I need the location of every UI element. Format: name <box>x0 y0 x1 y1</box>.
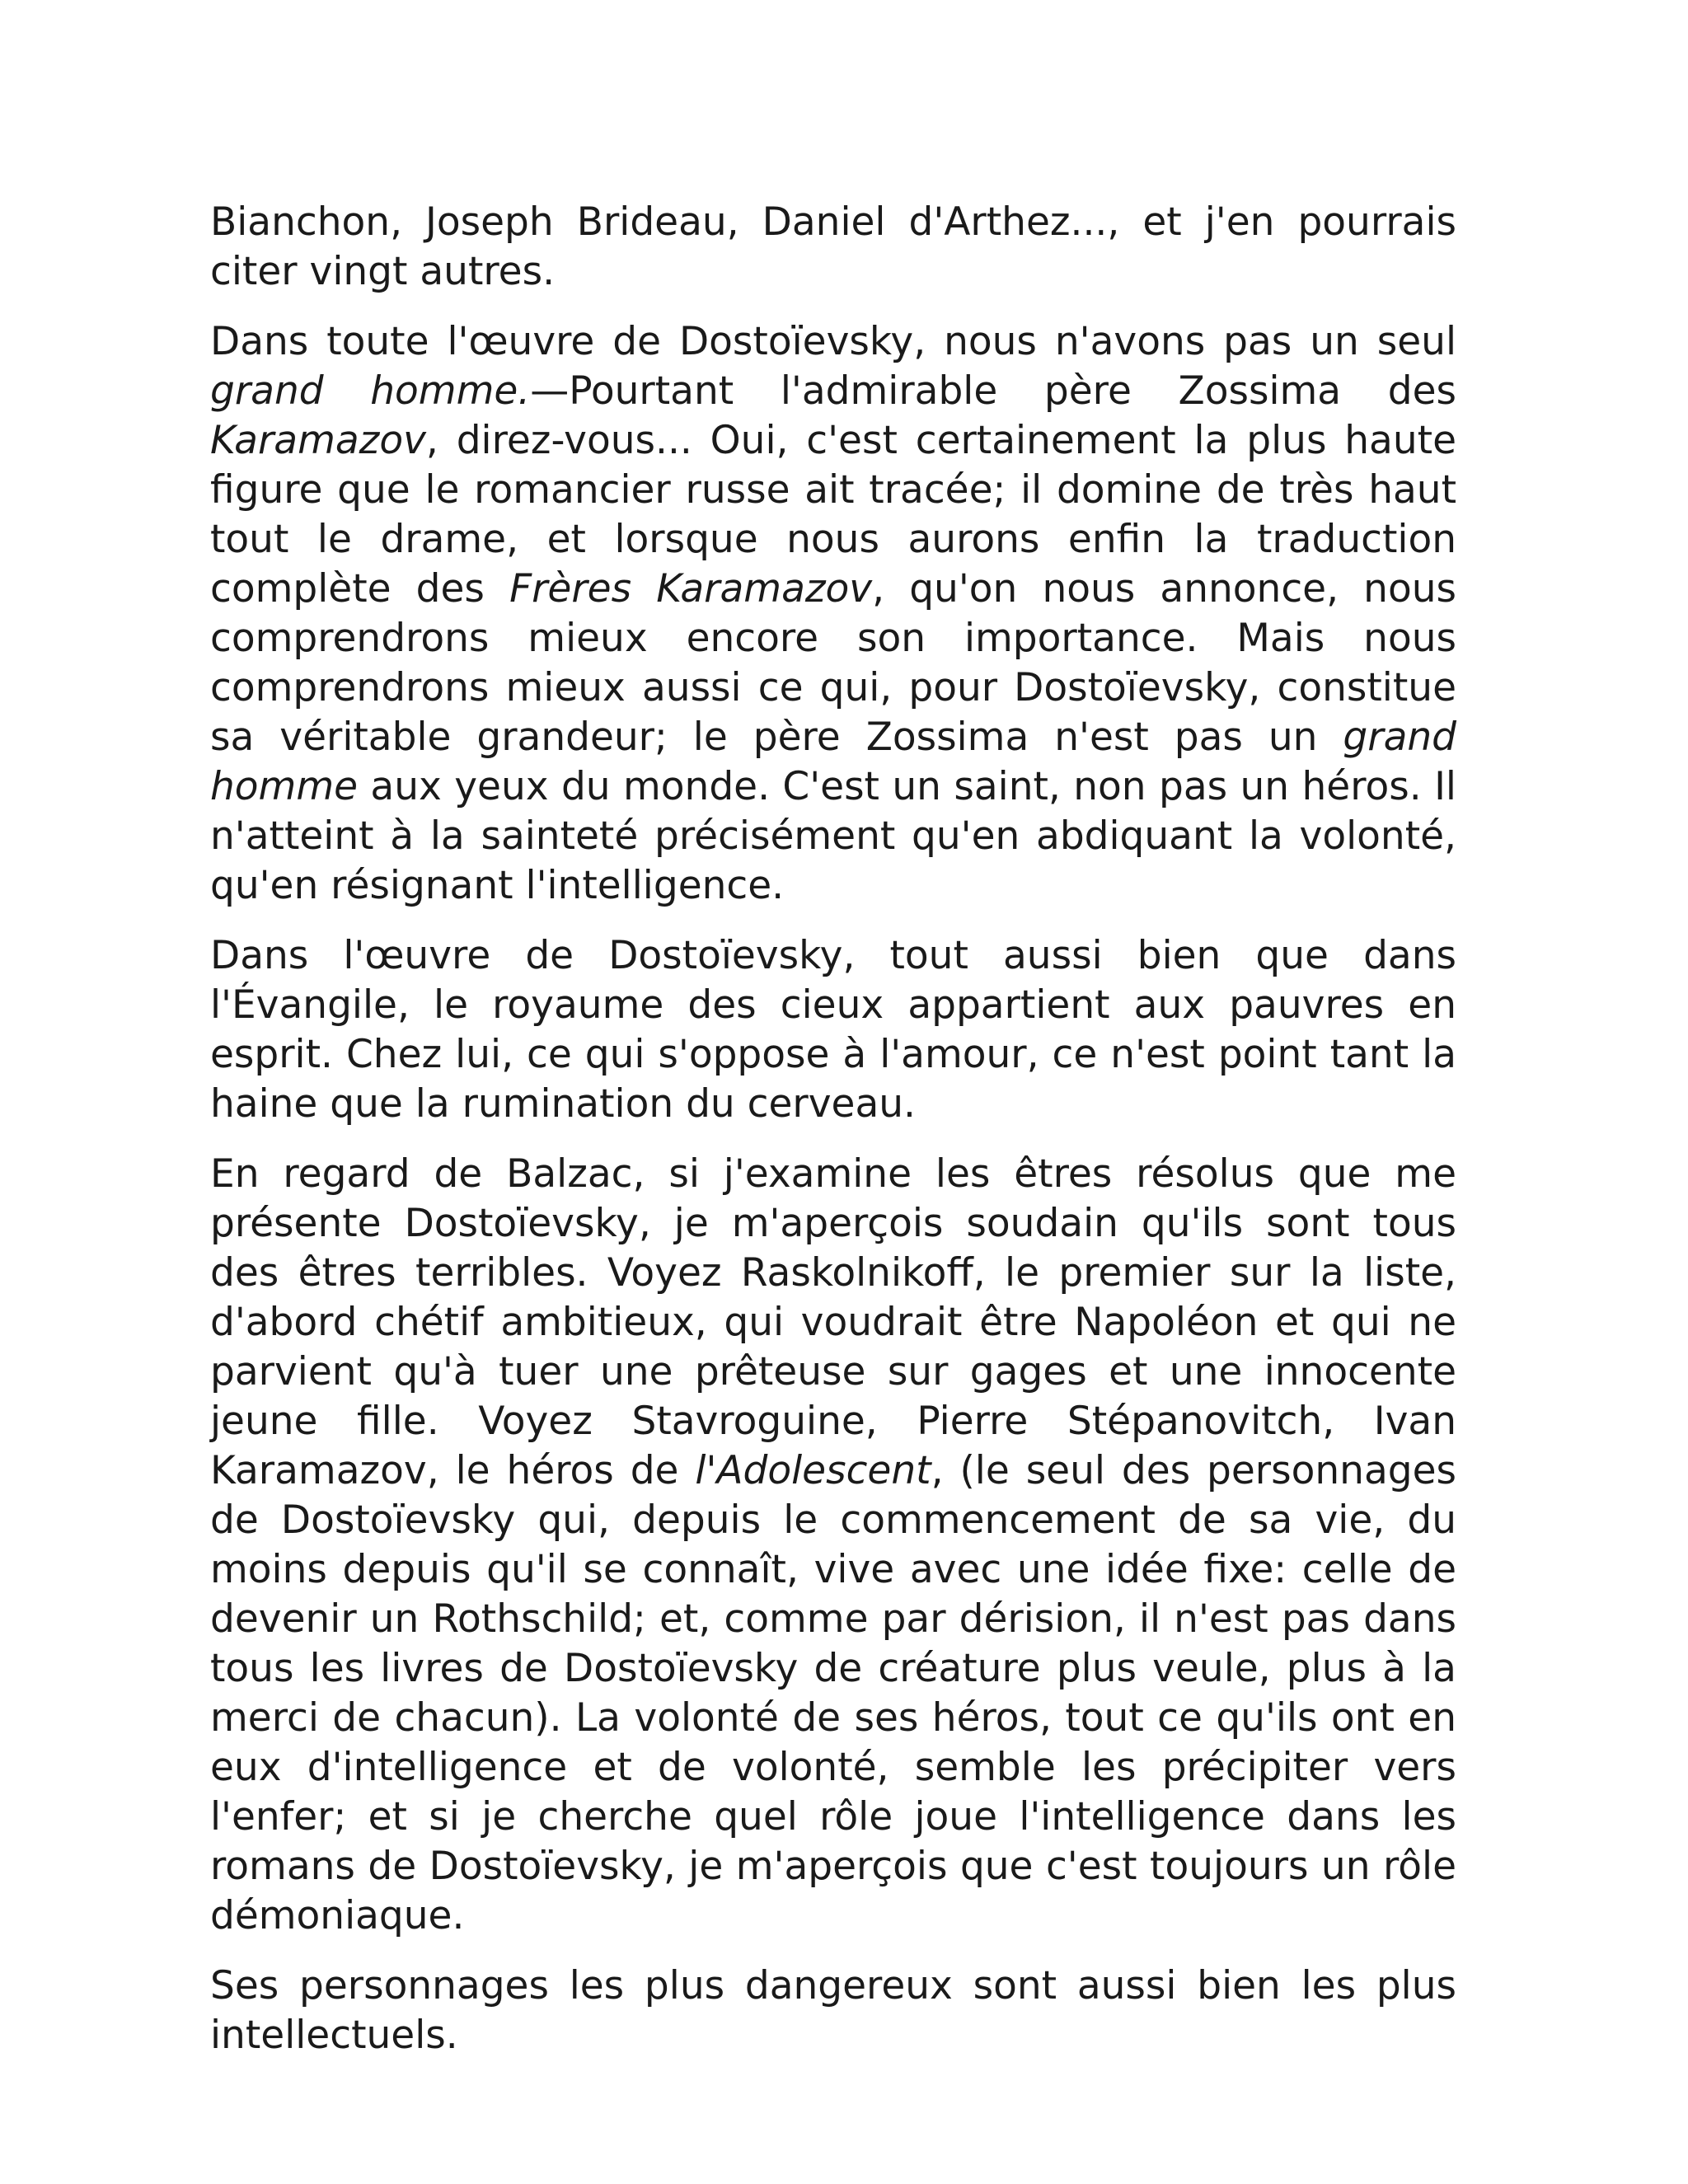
italic-text-run: l'Adolescent <box>695 1448 931 1493</box>
text-run: Dans toute l'œuvre de Dostoïevsky, nous n'avons pas un seul <box>210 319 1456 364</box>
text-run: —Pourtant l'admirable père Zossima des <box>530 368 1456 414</box>
text-run: En regard de Balzac, si j'examine les êtres résolus que me présente Dostoïevsky, je m'aperçois soudain qu'ils sont tous des êtres terribles. Voyez Raskolnikoff, le premier sur la liste, d'abord chétif ambitieux, qui voudrait être Napoléon et qui ne parvient qu'à tuer une prêteuse sur gages et une innocente jeune fille. Voyez Stavroguine, Pierre Stépanovitch, Ivan Karamazov, le héros de <box>210 1151 1456 1493</box>
text-run: , qu'on nous annonce, nous comprendrons mieux encore son importance. Mais nous comprendrons mieux aussi ce qui, pour Dostoïevsky, constitue sa véritable grandeur; le père Zossima n'est pas un <box>210 566 1456 760</box>
paragraph <box>210 198 1456 297</box>
paragraph <box>210 1150 1456 1941</box>
italic-text-run: Karamazov <box>210 418 426 463</box>
paragraph <box>210 931 1456 1129</box>
text-run: Dans l'œuvre de Dostoïevsky, tout aussi bien que dans l'Évangile, le royaume des cieux appartient aux pauvres en esprit. Chez lui, ce qui s'oppose à l'amour, ce n'est point tant la haine que la rumination du cerveau. <box>210 933 1456 1127</box>
paragraph <box>210 1961 1456 2060</box>
text-run: aux yeux du monde. C'est un saint, non pas un héros. Il n'atteint à la sainteté précisément qu'en abdiquant la volonté, qu'en résignant l'intelligence. <box>210 764 1456 908</box>
italic-text-run: grand homme <box>210 715 1456 809</box>
document-page <box>210 198 1456 2081</box>
italic-text-run: grand homme. <box>210 368 531 414</box>
text-run: Ses personnages les plus dangereux sont aussi bien les plus intellectuels. <box>210 1963 1456 2058</box>
italic-text-run: Frères Karamazov <box>509 566 873 612</box>
text-run: , direz-vous... Oui, c'est certainement la plus haute figure que le romancier russe ait tracée; il domine de très haut tout le drame, et lorsque nous aurons enfin la traduction complète des <box>210 418 1456 612</box>
text-run: , (le seul des personnages de Dostoïevsky qui, depuis le commencement de sa vie, du moins depuis qu'il se connaît, vive avec une idée fixe: celle de devenir un Rothschild; et, comme par dérision, il n'est pas dans tous les livres de Dostoïevsky de créature plus veule, plus à la merci de chacun). La volonté de ses héros, tout ce qu'ils ont en eux d'intelligence et de volonté, semble les précipiter vers l'enfer; et si je cherche quel rôle joue l'intelligence dans les romans de Dostoïevsky, je m'aperçois que c'est toujours un rôle démoniaque. <box>210 1448 1456 1938</box>
text-run: Bianchon, Joseph Brideau, Daniel d'Arthez..., et j'en pourrais citer vingt autres. <box>210 199 1456 294</box>
paragraph <box>210 317 1456 911</box>
